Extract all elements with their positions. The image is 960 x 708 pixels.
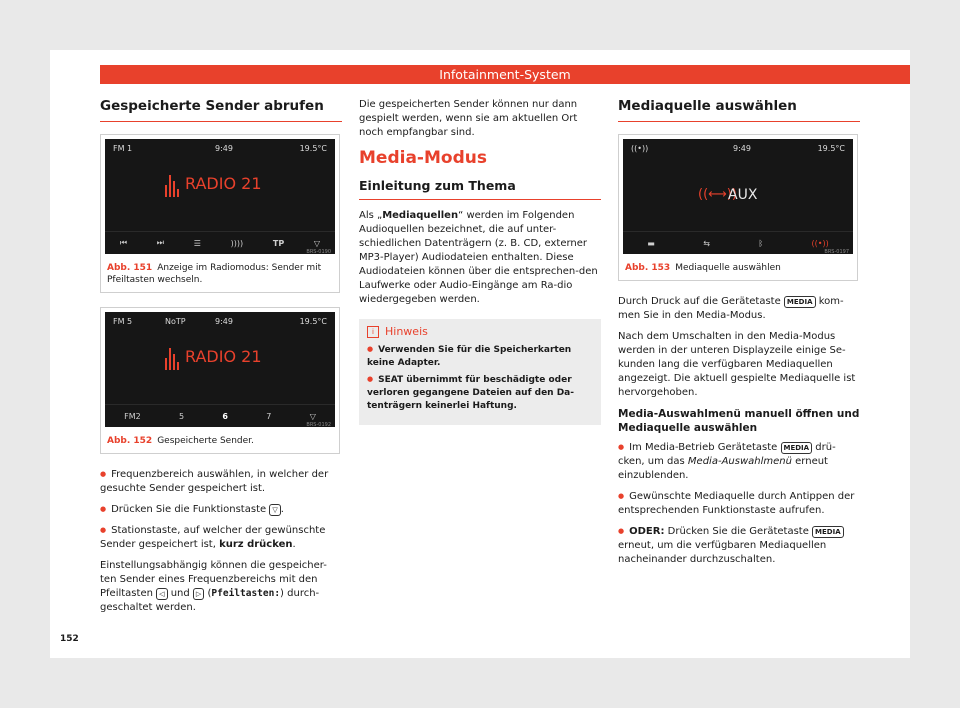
media-key-icon: MEDIA xyxy=(781,442,813,454)
dropdown-icon[interactable]: ▽ xyxy=(313,238,321,248)
figure-number: Abb. 153 xyxy=(625,263,671,273)
figure-number: Abb. 152 xyxy=(107,436,153,446)
band-label: FM 1 xyxy=(113,144,133,153)
source-name: AUX xyxy=(728,187,758,203)
preset-band[interactable]: FM2 xyxy=(124,411,141,421)
temperature: 19.5°C xyxy=(299,144,327,153)
figure-number: Abb. 151 xyxy=(107,263,153,273)
figure-153 xyxy=(618,134,858,281)
signal-bars-icon xyxy=(165,348,179,370)
paragraph-mediaquellen: Als „Mediaquellen“ werden im Folgenden Audioquellen bezeichnet, die auf unter-schiedlichen Datenträgern (z. B. CD, externer MP3-Player) Audiodateien enthalten. Diese Audiodateien können über die entsprechen-den Laufwerke oder Audio-Eingänge am Ra-dio wiedergegeben werden. xyxy=(359,210,598,305)
paragraph-arrows: Einstellungsabhängig können die gespeicher-ten Sender eines Frequenzbereichs mit den Pfeiltasten ◁ und ▷ (Pfeiltasten:) durch-geschaltet werden. xyxy=(100,560,327,613)
arrow-right-key-icon: ▷ xyxy=(193,588,204,600)
manual-page xyxy=(50,50,910,658)
caption-text: Mediaquelle auswählen xyxy=(675,263,781,273)
figure-caption xyxy=(101,258,339,292)
media-screen xyxy=(623,139,853,254)
caption-text: Gespeicherte Sender. xyxy=(157,436,254,446)
subheading: Media-Auswahlmenü manuell öffnen und Mediaquelle auswählen xyxy=(618,408,860,434)
radio-screen xyxy=(105,139,335,254)
note-item: ● Verwenden Sie für die Speicherkarten keine Adapter. xyxy=(367,344,593,370)
station-name: RADIO 21 xyxy=(185,174,262,193)
bullet-2: ● Gewünschte Mediaquelle durch Antippen der entsprechenden Funktionstaste aufrufen. xyxy=(618,490,860,518)
temperature: 19.5°C xyxy=(817,144,845,153)
figure-caption xyxy=(619,258,857,280)
note-title: i Hinweis xyxy=(367,325,593,338)
preset-7[interactable]: 7 xyxy=(266,411,272,421)
page-number: 152 xyxy=(60,634,79,644)
tp-button[interactable]: TP xyxy=(272,238,285,248)
clock: 9:49 xyxy=(215,144,233,153)
source-bar xyxy=(623,231,853,254)
figure-152 xyxy=(100,307,340,454)
section-title: Gespeicherte Sender abrufen xyxy=(100,98,342,122)
usb-icon[interactable]: ⇆ xyxy=(703,238,710,248)
bullet-3: ● Stationstaste, auf welcher der gewünschte Sender gespeichert ist, kurz drücken. xyxy=(100,524,342,552)
preset-bar xyxy=(105,404,335,427)
chapter-title: Media-Modus xyxy=(359,148,487,168)
clock: 9:49 xyxy=(733,144,751,153)
section-title: Mediaquelle auswählen xyxy=(618,98,860,122)
media-key-icon: MEDIA xyxy=(784,296,816,308)
clock: 9:49 xyxy=(215,317,233,326)
signal-bars-icon xyxy=(165,175,179,197)
info-icon: i xyxy=(367,326,379,338)
chapter-subtitle: Einleitung zum Thema xyxy=(359,178,601,200)
page-header: Infotainment-System xyxy=(100,65,910,84)
paragraph-reception: Die gespeicherten Sender können nur dann gespielt werden, wenn sie am aktuellen Ort noch empfangbar sind. xyxy=(359,99,578,138)
image-code: BRS-0197 xyxy=(824,249,849,254)
middle-column xyxy=(359,98,601,425)
bullet-1: ● Frequenzbereich auswählen, in welcher der gesuchte Sender gespeichert ist. xyxy=(100,468,342,496)
dropdown-icon[interactable]: ▽ xyxy=(309,411,316,421)
scan-icon[interactable]: )))) xyxy=(230,238,244,248)
media-key-icon: MEDIA xyxy=(812,526,844,538)
temperature: 19.5°C xyxy=(299,317,327,326)
source-icon: ((•)) xyxy=(631,144,649,153)
image-code: BRS-0192 xyxy=(306,422,331,427)
station-name: RADIO 21 xyxy=(185,347,262,366)
figure-caption xyxy=(101,431,339,453)
radio-screen xyxy=(105,312,335,427)
figure-151 xyxy=(100,134,340,293)
function-bar xyxy=(105,231,335,254)
caption-text: Anzeige im Radiomodus: Sender mit Pfeiltasten wechseln. xyxy=(107,263,322,285)
paragraph-media-key: Durch Druck auf die Gerätetaste MEDIA kom-men Sie in den Media-Modus. xyxy=(618,296,844,321)
aux-icon: ((⟷)) xyxy=(698,187,737,202)
left-column xyxy=(100,98,342,622)
function-key-icon: ▽ xyxy=(269,504,280,516)
band-label: FM 5 xyxy=(113,317,133,326)
bullet-3: ● ODER: Drücken Sie die Gerätetaste MEDIA erneut, um die verfügbaren Mediaquellen nacheinander durchzuschalten. xyxy=(618,525,860,567)
preset-5[interactable]: 5 xyxy=(179,411,185,421)
prev-icon[interactable]: ⏮ xyxy=(119,238,128,247)
paragraph-switch: Nach dem Umschalten in den Media-Modus werden in der unteren Displayzeile einige Se-kunden lang die verfügbaren Mediaquellen angezeigt. Die aktuell gespielte Mediaquelle ist hervorgehoben. xyxy=(618,331,856,398)
image-code: BRS-0190 xyxy=(306,249,331,254)
bluetooth-icon[interactable]: ᛒ xyxy=(758,238,764,248)
preset-6[interactable]: 6 xyxy=(222,411,228,421)
list-icon[interactable]: ☰ xyxy=(193,238,201,248)
notp-label: NoTP xyxy=(165,317,186,326)
next-icon[interactable]: ⏭ xyxy=(156,238,164,247)
arrow-left-key-icon: ◁ xyxy=(156,588,167,600)
right-column xyxy=(618,98,860,574)
sd-icon[interactable]: ▬ xyxy=(647,238,655,248)
note-item: ● SEAT übernimmt für beschädigte oder verloren gegangene Dateien auf den Da-tenträgern keinerlei Haftung. xyxy=(367,374,593,413)
aux-source-icon[interactable]: ((•)) xyxy=(811,238,829,248)
note-box xyxy=(359,319,601,425)
bullet-2: ● Drücken Sie die Funktionstaste ▽ . xyxy=(100,503,342,517)
bullet-1: ● Im Media-Betrieb Gerätetaste MEDIA drü-cken, um das Media-Auswahlmenü erneut einzublenden. xyxy=(618,441,860,483)
